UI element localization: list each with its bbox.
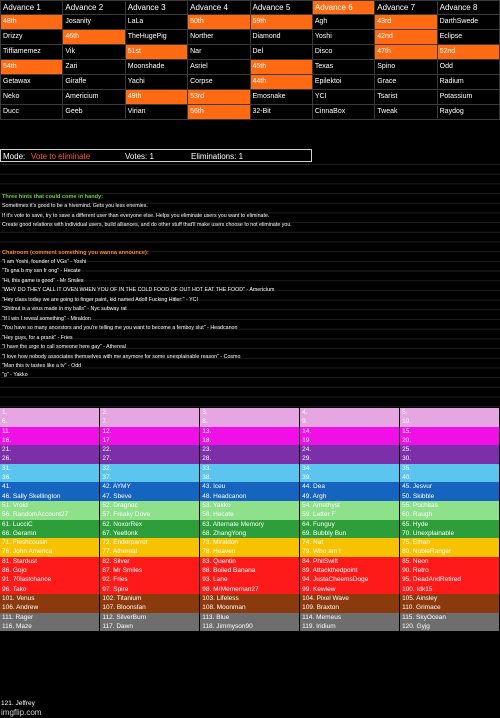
chat-message: "Hey class today we are going to finger paint, kid named Adolf Fucking Hitler:" - YCI <box>2 296 198 303</box>
contestant-cell: Geeb <box>63 105 125 120</box>
rank-slot: 80. NobleRanger <box>400 547 500 556</box>
advances-row <box>1 15 500 30</box>
ranking-row <box>0 445 500 454</box>
rank-slot: 75. Ethan <box>400 538 500 547</box>
rank-slot: 104. Pixel Wave <box>300 594 400 603</box>
eliminated-cell: 49th <box>125 90 187 105</box>
rank-slot: 41. <box>0 482 100 491</box>
rank-slot: 53. Yakko <box>200 501 300 510</box>
rank-slot: 15. <box>400 427 500 436</box>
chat-message: "I have the urge to call someone here gay" - Athereal <box>2 344 126 351</box>
contestant-cell: Norther <box>188 30 250 45</box>
rank-slot: 52. Dragnoc <box>100 501 200 510</box>
rank-slot: 4. <box>300 408 400 417</box>
rank-slot: 72. Enderparrot <box>100 538 200 547</box>
contestant-cell: Americium <box>63 90 125 105</box>
contestant-cell: LaLa <box>125 15 187 30</box>
rank-slot: 71. Fleshcousin <box>0 538 100 547</box>
contestant-cell: Diamond <box>250 30 312 45</box>
ranking-row <box>0 613 500 622</box>
rank-slot: 64. Funguy <box>300 520 400 529</box>
rankings-table <box>0 408 500 631</box>
rank-slot: 105. Ainsley <box>400 594 500 603</box>
rank-slot: 68. ZhangYong <box>200 529 300 538</box>
ranking-row <box>0 529 500 538</box>
rank-slot: 43. Iceu <box>200 482 300 491</box>
rank-slot: 56. RandomAccount27 <box>0 510 100 519</box>
eliminated-cell: 43rd <box>375 15 437 30</box>
contestant-cell: Eclipse <box>437 30 499 45</box>
rank-slot: 29. <box>300 454 400 463</box>
advance-header: Advance 8 <box>437 1 499 15</box>
rank-slot: 82. Silver <box>100 557 200 566</box>
advances-row <box>1 60 500 75</box>
rank-slot: 7. <box>100 417 200 426</box>
rank-slot: 10. <box>400 417 500 426</box>
ranking-row <box>0 622 500 631</box>
chat-message: "I am Yoshi, founder of VGs" - Yoshi <box>2 259 87 265</box>
contestant-cell: Yoshi <box>312 30 374 45</box>
rank-slot: 44. Dea <box>300 482 400 491</box>
rank-slot: 23. <box>200 445 300 454</box>
rank-slot: 62. NoxorRex <box>100 520 200 529</box>
rank-slot: 6. <box>0 417 100 426</box>
watermark: imgflip.com <box>1 708 42 717</box>
rank-slot: 58. Hecate <box>200 510 300 519</box>
rank-slot: 79. Who am I <box>300 547 400 556</box>
rank-slot: 11. <box>0 427 100 436</box>
rank-slot: 30. <box>400 454 500 463</box>
rank-slot: 78. Heaven <box>200 547 300 556</box>
rank-slot: 20. <box>400 436 500 445</box>
rank-slot: 27. <box>100 454 200 463</box>
rank-slot: 17. <box>100 436 200 445</box>
eliminated-cell: 42nd <box>375 30 437 45</box>
rank-slot: 21. <box>0 445 100 454</box>
rank-slot: 39. <box>300 473 400 482</box>
contestant-cell: Asriel <box>188 60 250 75</box>
ranking-row <box>0 575 500 584</box>
advance-header: Advance 3 <box>125 1 187 15</box>
contestant-cell: YCI <box>312 90 374 105</box>
votes-count: Votes: 1 <box>125 152 154 161</box>
eliminated-cell: 54th <box>1 60 63 75</box>
rank-121: 121. Jeffrey <box>1 700 35 707</box>
rank-slot: 114. Memeus <box>300 613 400 622</box>
rank-slot: 92. Fries <box>100 575 200 584</box>
eliminated-cell: 45th <box>250 60 312 75</box>
advances-table <box>0 0 500 120</box>
rank-slot: 108. Moonman <box>200 603 300 612</box>
advances-row <box>1 75 500 90</box>
rank-slot: 116. Maze <box>0 622 100 631</box>
rank-slot: 74. Nat <box>300 538 400 547</box>
rank-slot: 37. <box>100 473 200 482</box>
rank-slot: 25. <box>400 445 500 454</box>
chat-message: "Ts gna b my ssn fr ong" - Hecate <box>2 268 81 275</box>
rank-slot: 90. Retro <box>400 566 500 575</box>
rank-slot: 42. AYMY <box>100 482 200 491</box>
contestant-cell: Potassium <box>437 90 499 105</box>
rank-slot: 106. Andrew <box>0 603 100 612</box>
eliminated-cell: 59th <box>250 15 312 30</box>
chat-message: "Hey guys, for a prank" - Fries <box>2 334 73 341</box>
rank-slot: 24. <box>300 445 400 454</box>
chat-message: "g" - Yakko <box>2 372 28 379</box>
rank-slot: 94. JustaCheemsDoge <box>300 575 400 584</box>
contestant-cell: Drizzy <box>1 30 63 45</box>
rank-slot: 85. Neon <box>400 557 500 566</box>
rank-slot: 115. SkyOcean <box>400 613 500 622</box>
rank-slot: 103. Lifeless <box>200 594 300 603</box>
rank-slot: 3. <box>200 408 300 417</box>
eliminated-cell: 53rd <box>188 90 250 105</box>
chat-message: "I love how nobody associates themselves with me anymore for some unexplainable reason" - Cosmo <box>2 353 241 360</box>
rank-slot: 89. Attackthedpoint <box>300 566 400 575</box>
rank-slot: 36. <box>0 473 100 482</box>
rank-slot: 31. <box>0 464 100 473</box>
rank-slot: 97. Spire <box>100 585 200 594</box>
eliminated-cell: 52nd <box>437 45 499 60</box>
advances-header-row <box>1 1 500 15</box>
rank-slot: 57. Freaky Dove <box>100 510 200 519</box>
ranking-row <box>0 436 500 445</box>
contestant-cell: Ducc <box>1 105 63 120</box>
contestant-cell: Tsarist <box>375 90 437 105</box>
rank-slot: 95. DeadAndRetired <box>400 575 500 584</box>
rank-slot: 65. Hyde <box>400 520 500 529</box>
ranking-row <box>0 557 500 566</box>
rank-slot: 117. Dawn <box>100 622 200 631</box>
rank-slot: 109. Braxton <box>300 603 400 612</box>
notes-area <box>0 164 500 408</box>
contestant-cell: Virian <box>125 105 187 120</box>
rank-slot: 81. Stardust <box>0 557 100 566</box>
contestant-cell: Grace <box>375 75 437 90</box>
contestant-cell: Del <box>250 45 312 60</box>
advance-header: Advance 1 <box>1 1 63 15</box>
contestant-cell: Spino <box>375 60 437 75</box>
rank-slot: 100. Idk15 <box>400 585 500 594</box>
contestant-cell: Radium <box>437 75 499 90</box>
rank-slot: 86. Gojo <box>0 566 100 575</box>
rank-slot: 16. <box>0 436 100 445</box>
rank-slot: 76. John America <box>0 547 100 556</box>
rank-slot: 63. Alternate Memory <box>200 520 300 529</box>
contestant-cell: Neko <box>1 90 63 105</box>
rank-slot: 110. Grimace <box>400 603 500 612</box>
rank-slot: 49. Argh <box>300 492 400 501</box>
rank-slot: 99. Kewlew <box>300 585 400 594</box>
chat-message: "Hi, this game is good" - Mr Smiles <box>2 277 84 284</box>
chat-message: "Man this tv tastes like a tv" - Odd <box>2 362 82 369</box>
rank-slot: 93. Lane <box>200 575 300 584</box>
chat-message: "Shitnut is a virus made in my balls" - Nyc subway rat <box>2 306 127 313</box>
ranking-row <box>0 492 500 501</box>
rank-slot: 40. <box>400 473 500 482</box>
ranking-row <box>0 454 500 463</box>
rank-slot: 61. LucciC <box>0 520 100 529</box>
advance-header: Advance 6 <box>312 1 374 15</box>
advances-row <box>1 30 500 45</box>
advance-header: Advance 7 <box>375 1 437 15</box>
rank-slot: 60. Raugh <box>400 510 500 519</box>
rank-slot: 38. <box>200 473 300 482</box>
rank-slot: 83. Quentin <box>200 557 300 566</box>
rank-slot: 120. Gyjg <box>400 622 500 631</box>
hint-line: Sometimes it's good to be a hivemind. Gets you less enemies. <box>2 203 148 209</box>
contestant-cell: CinnaBox <box>312 105 374 120</box>
chat-message: "You have so many ancestors and you're telling me you want to become a femboy slut" - Headcanon <box>2 325 238 332</box>
hint-line: Create good relations with individual users, build alliances, and do other stuff that'll make users choose to not eliminate you. <box>2 222 292 228</box>
contestant-cell: Tiffiamemez <box>1 45 63 60</box>
mode-value: Vote to eliminate <box>31 152 91 161</box>
rank-slot: 51. Vroid <box>0 501 100 510</box>
rank-slot: 50. Skibble <box>400 492 500 501</box>
ranking-row <box>0 520 500 529</box>
ranking-row <box>0 566 500 575</box>
rank-slot: 69. Bubbly Bun <box>300 529 400 538</box>
rank-slot: 88. Boiled Banana <box>200 566 300 575</box>
contestant-cell: Raydog <box>437 105 499 120</box>
contestant-cell: Josanity <box>63 15 125 30</box>
rank-slot: 9. <box>300 417 400 426</box>
eliminated-cell: 48th <box>1 15 63 30</box>
ranking-row <box>0 538 500 547</box>
ranking-row <box>0 427 500 436</box>
contestant-cell: DarthSwede <box>437 15 499 30</box>
hints-title: Three hints that could come in handy: <box>2 194 104 200</box>
rank-slot: 55. Pochitas <box>400 501 500 510</box>
rank-slot: 77. Athereal <box>100 547 200 556</box>
contestant-cell: Tweak <box>375 105 437 120</box>
rank-slot: 91. 70lastchance <box>0 575 100 584</box>
rank-slot: 102. Titanium <box>100 594 200 603</box>
rank-slot: 33. <box>200 464 300 473</box>
ranking-row <box>0 482 500 491</box>
rank-slot: 119. Iridium <box>300 622 400 631</box>
rank-slot: 101. Venus <box>0 594 100 603</box>
contestant-cell: Zari <box>63 60 125 75</box>
eliminations-count: Eliminations: 1 <box>191 152 244 161</box>
rank-slot: 18. <box>200 436 300 445</box>
rank-slot: 112. SilverBurn <box>100 613 200 622</box>
chatroom-title: Chatroom (comment something you wanna announce): <box>2 250 149 256</box>
rank-slot: 12. <box>100 427 200 436</box>
rank-slot: 22. <box>100 445 200 454</box>
chat-message: "WHY DO THEY CALL IT OVEN WHEN YOU OF IN THE COLD FOOD OF OUT HOT EAT THE FOOD" - Americium <box>2 287 275 294</box>
rank-slot: 118. Jimmyson90 <box>200 622 300 631</box>
ranking-row <box>0 585 500 594</box>
rank-slot: 96. Tako <box>0 585 100 594</box>
rank-slot: 59. Letter F <box>300 510 400 519</box>
rank-slot: 67. Yeetlonk <box>100 529 200 538</box>
rank-slot: 8. <box>200 417 300 426</box>
rank-slot: 87. Mr Smiles <box>100 566 200 575</box>
rank-slot: 26. <box>0 454 100 463</box>
rank-slot: 34. <box>300 464 400 473</box>
ranking-row <box>0 408 500 417</box>
advance-header: Advance 5 <box>250 1 312 15</box>
ranking-row <box>0 547 500 556</box>
rank-slot: 46. Sally Skellington <box>0 492 100 501</box>
ranking-row <box>0 417 500 426</box>
contestant-cell: TheHugePig <box>125 30 187 45</box>
chat-message: "If I win I reveal something" - Miraldon <box>2 315 91 322</box>
eliminated-cell: 56th <box>188 105 250 120</box>
rank-slot: 47. Sbeve <box>100 492 200 501</box>
rank-slot: 13. <box>200 427 300 436</box>
mode-bar <box>0 149 312 162</box>
ranking-row <box>0 473 500 482</box>
rank-slot: 35. <box>400 464 500 473</box>
ranking-row <box>0 603 500 612</box>
ranking-row <box>0 594 500 603</box>
rank-slot: 14. <box>300 427 400 436</box>
contestant-cell: Giraffe <box>63 75 125 90</box>
rank-slot: 98. MrMememan27 <box>200 585 300 594</box>
rank-slot: 111. Rager <box>0 613 100 622</box>
contestant-cell: Getawax <box>1 75 63 90</box>
contestant-cell: Yachi <box>125 75 187 90</box>
contestant-cell: Agh <box>312 15 374 30</box>
ranking-row <box>0 501 500 510</box>
contestant-cell: Vik <box>63 45 125 60</box>
rank-slot: 32. <box>100 464 200 473</box>
contestant-cell: Odd <box>437 60 499 75</box>
rank-slot: 84. PhilSwift <box>300 557 400 566</box>
contestant-cell: Nar <box>188 45 250 60</box>
contestant-cell: 32-Bit <box>250 105 312 120</box>
advance-header: Advance 2 <box>63 1 125 15</box>
advances-row <box>1 90 500 105</box>
rank-slot: 107. Bloonsfan <box>100 603 200 612</box>
rank-slot: 48. Headcanon <box>200 492 300 501</box>
advances-row <box>1 105 500 120</box>
contestant-cell: Moonshade <box>125 60 187 75</box>
eliminated-cell: 44th <box>250 75 312 90</box>
eliminated-cell: 46th <box>63 30 125 45</box>
rank-slot: 2. <box>100 408 200 417</box>
rank-slot: 73. Miraldon <box>200 538 300 547</box>
rank-slot: 66. Geramn <box>0 529 100 538</box>
hint-line: If it's vote to save, try to save a different user than everyone else. Helps you eliminate users you want to eliminate. <box>2 212 270 219</box>
rank-slot: 5. <box>400 408 500 417</box>
rank-slot: 19. <box>300 436 400 445</box>
contestant-cell: Texas <box>312 60 374 75</box>
rank-slot: 70. Unexplainable <box>400 529 500 538</box>
advance-header: Advance 4 <box>188 1 250 15</box>
rank-slot: 45. Jesvur <box>400 482 500 491</box>
advances-row <box>1 45 500 60</box>
contestant-cell: Disco <box>312 45 374 60</box>
eliminated-cell: 51st <box>125 45 187 60</box>
eliminated-cell: 47th <box>375 45 437 60</box>
rank-slot: 54. Amethyst <box>300 501 400 510</box>
contestant-cell: Emosnake <box>250 90 312 105</box>
contestant-cell: Epilektoi <box>312 75 374 90</box>
rank-slot: 28. <box>200 454 300 463</box>
eliminated-cell: 50th <box>188 15 250 30</box>
contestant-cell: Corpse <box>188 75 250 90</box>
rank-slot: 1. <box>0 408 100 417</box>
mode-label: Mode: <box>3 152 26 161</box>
rank-slot: 113. Blue <box>200 613 300 622</box>
ranking-row <box>0 464 500 473</box>
ranking-row <box>0 510 500 519</box>
